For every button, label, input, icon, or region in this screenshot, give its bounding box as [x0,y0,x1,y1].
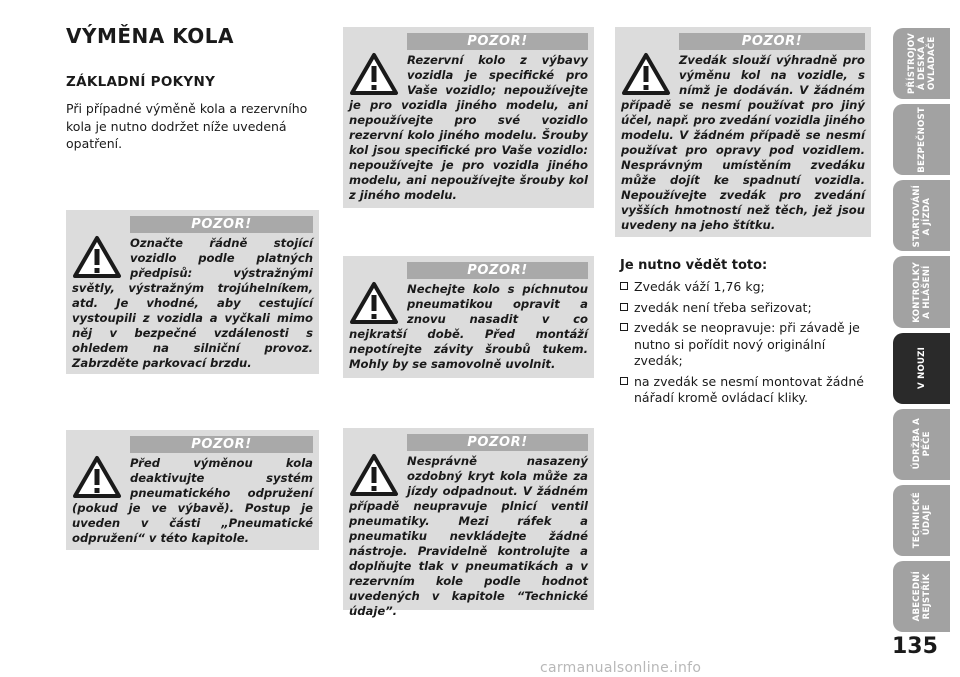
info-list [620,279,870,407]
warning-head: POZOR! [130,216,313,233]
warning-box-spare-wheel [343,27,594,208]
warning-box-flat-tyre [343,256,594,378]
info-title: Je nutno vědět toto: [620,258,768,273]
page-number: 135 [892,634,938,659]
warning-text: Nesprávně nasazený ozdobný kryt kola může za jízdy odpadnout. V žádném případě neupravuje plnicí ventil pneumatiky. Mezi ráfek a pneumatiku nevkládejte žádné nástroje. Pravidelně kontrolujte a doplňujte tlak v pneumatikách a v rezervním kole podle hodnot uvedených v kapitole “Technické údaje”. [349,454,588,618]
warning-triangle-icon [621,52,671,96]
warning-triangle-icon [349,52,399,96]
checkbox-square-icon [620,303,628,311]
list-item [620,279,870,296]
tab-bezpecnost[interactable] [893,104,950,175]
warning-text: Zvedák slouží výhradně pro výměnu kol na vozidle, s nímž je dodáván. V žádném případě se nesmí používat pro jiný účel, např. pro zvedání vozidla jiného modelu. V žádném případě se nesmí používat pro opravy pod vozidlem. Nesprávným umístěním zvedáku může dojít ke spadnutí vozidla. Nepoužívejte zvedák pro zvedání vyšších hmotností než těch, jež jsou uvedeny na jeho štítku. [621,53,865,232]
warning-box-air-suspension [66,430,319,550]
watermark: carmanualsonline.info [540,660,702,676]
section-subtitle: ZÁKLADNÍ POKYNY [66,74,216,90]
tab-pristrojova-deska[interactable] [893,28,950,99]
warning-head: POZOR! [407,434,588,451]
warning-triangle-icon [72,455,122,499]
warning-box-jack [615,27,871,237]
warning-head: POZOR! [407,33,588,50]
list-item [620,374,870,407]
tab-label: STARTOVÁNÍ A JÍZDA [911,184,932,247]
warning-text: Před výměnou kola deaktivujte systém pneumatického odpružení (pokud je ve výbavě). Postup je uveden v části „Pneumatické odpružení“ v této kapitole. [72,456,313,545]
intro-paragraph: Při případné výměně kola a rezervního kola je nutno dodržet níže uvedená opatření. [66,101,308,151]
warning-text: Rezervní kolo z výbavy vozidla je specifické pro Vaše vozidlo; nepoužívejte je pro vozidla jiného modelu, ani nepoužívejte pro své vozidlo rezervní kolo jiného modelu. Šrouby kol jsou specifické pro Vaše vozidlo: nepoužívejte je pro vozidla jiného modelu, ani nepoužívejte šrouby kol z jiného modelu. [349,53,588,202]
warning-head: POZOR! [679,33,865,50]
tab-label: BEZPEČNOST [916,106,927,173]
tab-label: ÚDRŽBA A PÉČE [911,418,932,470]
tab-v-nouzi[interactable] [893,333,950,404]
tab-label: ABECEDNÍ REJSTŘÍK [911,571,932,622]
tab-startovani[interactable] [893,180,950,251]
warning-text: Označte řádně stojící vozidlo podle platných předpisů: výstražnými světly, výstražným trojúhelníkem, atd. Je vhodné, aby cestující vystoupili z vozidla a vyčkali mimo něj v bezpečné vzdálenosti s ohledem na silniční provoz. Zabrzděte parkovací brzdu. [72,236,313,370]
page-title: VÝMĚNA KOLA [66,24,235,48]
tab-udrzba[interactable] [893,409,950,480]
list-item-text: Zvedák váží 1,76 kg; [634,279,765,294]
list-item-text: zvedák není třeba seřizovat; [634,299,812,315]
tab-label: PŘÍSTROJOV Á DESKA A OVLADAČE [906,33,937,95]
warning-triangle-icon [72,235,122,279]
list-item [620,320,870,370]
tab-kontrolky[interactable] [893,256,950,327]
tab-abecedni-rejstrik[interactable] [893,561,950,632]
info-section [620,258,870,411]
list-item [620,300,870,317]
warning-head: POZOR! [407,262,588,279]
chapter-tabs [893,28,950,632]
tab-label: TECHNICKÉ ÚDAJE [911,492,932,549]
warning-box-wheel-cover [343,428,594,618]
warning-triangle-icon [349,453,399,497]
checkbox-square-icon [620,282,628,290]
checkbox-square-icon [620,377,628,385]
tab-label: KONTROLKY A HLÁŠENÍ [911,261,932,323]
list-item-text: zvedák se neopravuje: při závadě je nutno si pořídit nový originální zvedák; [634,320,860,368]
tab-label: V NOUZI [916,347,927,390]
tab-technicke-udaje[interactable] [893,485,950,556]
warning-text: Nechejte kolo s píchnutou pneumatikou opravit a znovu nasadit v co nejkratší době. Před montáží nepotírejte závity šroubů tukem. Mohly by se samovolně uvolnit. [349,282,588,371]
warning-triangle-icon [349,281,399,325]
warning-head: POZOR! [130,436,313,453]
checkbox-square-icon [620,323,628,331]
list-item-text: na zvedák se nesmí montovat žádné nářadí kromě ovládací kliky. [634,373,864,405]
warning-box-hazard-lights [66,210,319,374]
